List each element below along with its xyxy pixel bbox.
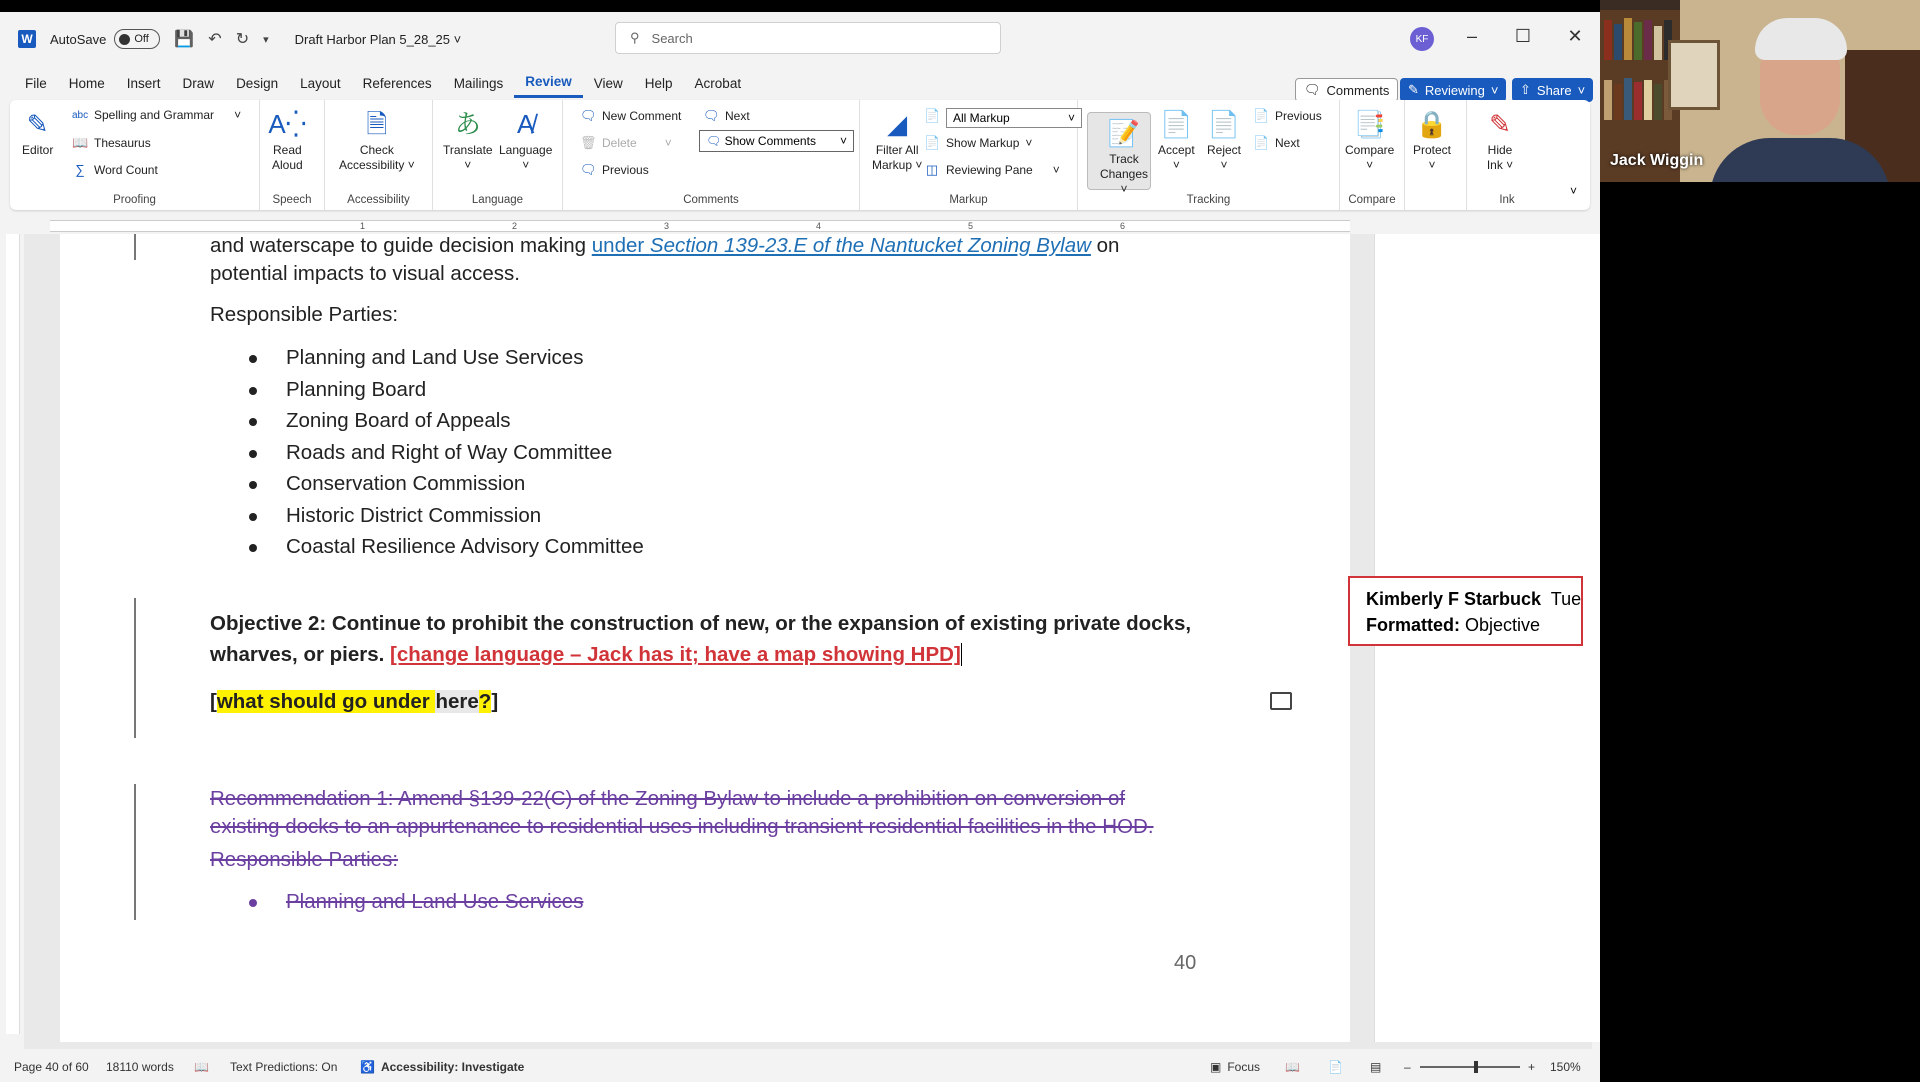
balloon-body [1366,612,1581,638]
translate-icon: あ [454,108,481,139]
read-mode-icon[interactable]: 📖 [1285,1060,1300,1074]
hide-ink-label-2: Ink ˅ [1486,158,1514,172]
ink-group [1467,100,1547,210]
protect-label: Protect [1413,143,1452,157]
list-item: Planning and Land Use Services [286,346,584,369]
list-item: Planning Board [286,378,427,401]
pen-icon: ✎ [1408,82,1419,97]
bullet-icon [249,899,257,907]
autosave-toggle[interactable] [114,29,160,49]
tracking-group-label: Tracking [1186,194,1231,206]
ink-group-label: Ink [1499,194,1515,206]
horizontal-ruler[interactable] [0,214,1600,234]
comment-icon: 🗨 [706,134,722,148]
accessibility-label: Accessibility [347,194,410,206]
print-layout-icon[interactable]: 📄 [1328,1060,1343,1074]
all-markup-dropdown[interactable] [946,108,1082,128]
language-group [433,100,563,210]
comments-label: Comments [1326,82,1390,98]
bullet-icon [249,450,257,458]
word-count[interactable]: 18110 words [106,1060,174,1074]
change-bar [134,598,136,738]
document-title[interactable]: Draft Harbor Plan 5_28_25 ˅ [294,31,462,47]
previous-comment-label: Previous [602,163,649,177]
paragraph-line: potential impacts to visual access. [210,262,520,285]
spelling-button[interactable] [72,108,241,122]
balloon-author: Kimberly F Starbuck [1366,589,1542,609]
vertical-ruler[interactable] [6,234,20,1034]
accessibility-icon: 🗎 [366,108,388,139]
chevron-down-icon: ˅ [234,108,242,122]
compare-label: Compare [1345,143,1395,157]
show-markup-label: Show Markup [946,136,1020,150]
tab-mailings[interactable]: Mailings [453,75,504,91]
translate-label: Translate [443,143,493,157]
ruler-tick-label: 3 [664,221,670,231]
format-change-balloon[interactable] [1348,576,1583,646]
search-placeholder: Search [651,30,693,46]
markup-group-label: Markup [949,194,988,206]
zoom-slider-thumb[interactable] [1474,1061,1478,1073]
close-icon[interactable]: ✕ [1567,26,1583,46]
ruler-tick-label: 2 [512,221,518,231]
track-label-1: Track [1109,152,1139,166]
reject-button[interactable] [1207,108,1241,173]
comments-button[interactable] [1295,78,1398,102]
hide-ink-button[interactable] [1485,108,1515,173]
toggle-knob-icon [119,34,130,45]
spelling-label: Spelling and Grammar [94,108,215,122]
protect-button[interactable] [1413,108,1451,173]
speech-label: Speech [272,194,312,206]
deleted-recommendation: existing docks to an appurtenance to residential uses including transient residential facilities in the HOD. [210,815,1154,838]
language-label: Language [499,143,553,157]
proofing-group [10,100,260,210]
video-tile[interactable] [1600,0,1920,182]
customize-qat-icon[interactable]: ▾ [263,33,269,46]
show-comments-text: 🗨 Show Comments [706,134,816,148]
bullet-icon [249,544,257,552]
word-count-button[interactable] [72,162,158,177]
chevron-down-icon: ˅ [1052,163,1060,177]
list-item: Zoning Board of Appeals [286,409,511,432]
delete-comment-button[interactable] [580,135,672,151]
share-icon: ⇧ [1520,82,1531,97]
chevron-down-icon: ˅ [1067,111,1075,125]
paragraph-line: and waterscape to guide decision making under Section 139-23.E of the Nantucket Zoning Bylaw on [210,234,1120,257]
markup-group [860,100,1078,210]
previous-change-button[interactable] [1253,108,1322,124]
reviewing-pane-icon: ◫ [925,162,939,177]
editor-button[interactable] [22,108,53,158]
next-change-label: Next [1275,136,1300,150]
filter-label-1: Filter All [875,143,919,157]
add-comment-icon[interactable] [1270,692,1292,710]
next-change-button[interactable] [1253,135,1300,151]
search-icon: ⚲ [630,30,640,45]
previous-change-label: Previous [1275,109,1322,123]
ribbon [10,100,1590,210]
zoom-out-icon[interactable]: – [1404,1060,1411,1074]
next-comment-label: Next [725,109,750,123]
comments-group-label: Comments [683,194,739,206]
show-comments-dropdown[interactable] [699,130,854,152]
list-item: Conservation Commission [286,472,526,495]
proofing-status-icon[interactable]: 📖 [194,1060,209,1074]
status-bar [0,1052,1600,1082]
tab-layout[interactable]: Layout [300,75,341,91]
accessibility-group [325,100,433,210]
redo-icon[interactable]: ↻ [235,31,250,48]
balloon-action: Formatted: [1366,615,1460,635]
next-comment-icon: 🗨 [703,108,720,123]
editor-icon: ✎ [26,108,49,139]
protect-group [1405,100,1467,210]
balloon-value: Objective [1465,615,1541,635]
ruler-bar [50,220,1350,232]
word-logo-icon: W [18,30,36,48]
page-count[interactable]: Page 40 of 60 [14,1060,89,1074]
undo-icon[interactable]: ↶ [208,31,222,48]
ruler-tick-label: 1 [360,221,366,231]
chevron-down-icon: ˅ [522,158,530,172]
change-bar [134,234,136,260]
compare-group-label: Compare [1348,194,1396,206]
reject-label: Reject [1207,143,1242,157]
autosave-state: Off [134,33,149,45]
minimize-icon[interactable]: – [1466,26,1477,46]
wall-picture [1668,40,1720,110]
change-bar [134,784,136,920]
chevron-down-icon: ˅ [664,136,672,150]
chevron-down-icon: ˅ [1577,82,1586,98]
hide-ink-label-1: Hide [1487,143,1513,157]
thesaurus-button[interactable] [72,135,151,151]
translate-button[interactable] [443,108,493,173]
reject-icon: 📄 [1207,108,1241,139]
list-item: Roads and Right of Way Committee [286,441,613,464]
track-changes-icon: 📝 [1107,117,1141,148]
ruler-tick-label: 4 [816,221,822,231]
display-review-icon: 📄 [924,108,941,123]
search-input[interactable] [615,22,1001,54]
compare-group [1340,100,1405,210]
meeting-background [1600,182,1920,1080]
ruler-tick-label: 5 [968,221,974,231]
speech-group [260,100,325,210]
language-group-label: Language [471,194,524,206]
web-layout-icon[interactable]: ▤ [1370,1060,1382,1074]
tab-design[interactable]: Design [236,75,279,91]
tracked-insertion: [change language – Jack has it; have a map showing HPD] [390,643,961,666]
chevron-down-icon: ˅ [1172,158,1180,172]
maximize-icon[interactable]: ☐ [1514,26,1532,46]
bullet-icon [249,481,257,489]
comments-group [563,100,860,210]
balloon-header [1366,586,1581,612]
accept-icon: 📄 [1160,108,1193,139]
read-aloud-label-2: Aloud [272,158,303,172]
read-aloud-icon: A⁛ [268,108,307,139]
delete-comment-icon: 🗑 [580,135,597,150]
deleted-recommendation: Recommendation 1: Amend §139-22(C) of the Zoning Bylaw to include a prohibition on conversion of [210,787,1126,810]
lock-icon: 🔒 [1415,108,1449,139]
check-label-2: Accessibility ˅ [339,158,415,172]
compare-icon: 📑 [1353,108,1386,139]
next-change-icon: 📄 [1253,135,1270,150]
tab-draw[interactable]: Draw [182,75,215,91]
next-comment-button[interactable] [703,108,750,124]
autosave-label: AutoSave [50,31,107,47]
chevron-down-icon: ˅ [839,134,847,148]
zoom-in-icon[interactable]: + [1528,1060,1536,1074]
tab-references[interactable]: References [362,75,432,91]
share-label: Share [1536,82,1572,98]
zoom-slider[interactable] [1420,1066,1520,1068]
thesaurus-label: Thesaurus [94,136,151,150]
avatar[interactable]: KF [1410,27,1434,51]
text-predictions-status[interactable]: Text Predictions: On [230,1060,338,1074]
ink-icon: ✎ [1489,108,1511,139]
page-number: 40 [1174,952,1197,974]
reviewing-pane-label: Reviewing Pane [946,163,1033,177]
chevron-down-icon: ˅ [1366,158,1374,172]
all-markup-value: All Markup [953,111,1010,125]
compare-button[interactable] [1345,108,1394,173]
zoom-level[interactable]: 150% [1550,1060,1581,1074]
chevron-down-icon: ˅ [1025,136,1033,150]
accept-button[interactable] [1158,108,1195,173]
track-label-2: Changes ˅ [1099,167,1149,196]
comment-icon: 🗨 [1304,82,1321,97]
bylaw-link[interactable]: under Section 139-23.E of the Nantucket Zoning Bylaw [591,234,1091,257]
editor-label: Editor [22,143,54,157]
bullet-icon [249,418,257,426]
tab-file[interactable]: File [25,75,47,91]
read-aloud-button[interactable] [268,108,307,173]
list-item: Coastal Resilience Advisory Committee [286,535,644,558]
tab-home[interactable]: Home [68,75,105,91]
show-markup-button[interactable] [924,135,1032,151]
save-icon[interactable]: 💾 [174,31,195,48]
filter-markup-button[interactable] [872,108,922,173]
previous-change-icon: 📄 [1253,108,1270,123]
word-window [0,12,1600,1074]
check-accessibility-button[interactable] [339,108,415,173]
language-button[interactable] [499,108,552,173]
chevron-down-icon: ˅ [1220,158,1228,172]
new-comment-icon: 🗨 [580,108,597,123]
reviewing-pane-button[interactable] [924,162,1060,178]
filter-label-2: Markup ˅ [872,158,923,172]
balloon-date: Tue [1550,589,1582,609]
list-item: Historic District Commission [286,504,542,527]
responsible-parties-heading: Responsible Parties: [210,303,399,326]
share-button[interactable] [1512,78,1593,102]
tab-help[interactable]: Help [644,75,673,91]
document-page[interactable] [60,234,1350,1042]
bullet-icon [249,355,257,363]
word-count-icon: ∑ [75,162,85,177]
reviewing-label: Reviewing [1424,82,1485,98]
display-for-review-icon-wrap [924,108,940,124]
deleted-heading: Responsible Parties: [210,848,399,871]
objective-heading: Objective 2: Continue to prohibit the construction of new, or the expansion of existing private docks, [210,612,1192,635]
show-markup-icon: 📄 [924,135,941,150]
tab-acrobat[interactable]: Acrobat [694,75,742,91]
accessibility-status[interactable]: ♿ Accessibility: Investigate [360,1060,525,1074]
ruler-tick-label: 6 [1120,221,1126,231]
bullet-icon [249,387,257,395]
chevron-down-icon: ˅ [1428,158,1436,172]
previous-comment-icon: 🗨 [580,162,597,177]
delete-label: Delete [602,136,637,150]
participant-hair [1755,18,1847,60]
thesaurus-icon: 📖 [72,135,89,150]
objective-heading-line2: wharves, or piers. [change language – Jack has it; have a map showing HPD] [210,643,961,666]
proofing-label: Proofing [113,194,156,206]
reviewing-button[interactable] [1400,78,1506,102]
filter-icon: ◢ [887,108,908,139]
participant-name: Jack Wiggin [1610,152,1704,169]
deleted-list-item: Planning and Land Use Services [286,890,584,913]
tab-view[interactable]: View [593,75,623,91]
bullet-icon [249,513,257,521]
accessibility-icon: ♿ [360,1060,375,1074]
chevron-down-icon: ˅ [464,158,472,172]
new-comment-label: New Comment [602,109,682,123]
focus-button[interactable]: ▣ Focus [1210,1060,1261,1074]
focus-icon: ▣ [1210,1060,1222,1074]
track-changes-inner [1098,117,1150,197]
language-icon: A̸ [517,108,535,139]
new-comment-button[interactable] [580,108,681,124]
track-changes-button[interactable] [1087,112,1151,196]
tab-insert[interactable]: Insert [126,75,161,91]
previous-comment-button[interactable] [580,162,649,178]
question-line: [what should go under here?] [210,690,499,713]
spelling-icon: abc [72,109,89,121]
read-aloud-label-1: Read [273,143,302,157]
word-count-label: Word Count [94,162,158,177]
check-label-1: Check [359,143,394,157]
chevron-down-icon: ˅ [1490,82,1499,98]
accept-label: Accept [1158,143,1195,157]
collapse-ribbon-icon[interactable]: ˅ [1570,184,1578,198]
tab-review[interactable]: Review [514,68,583,98]
